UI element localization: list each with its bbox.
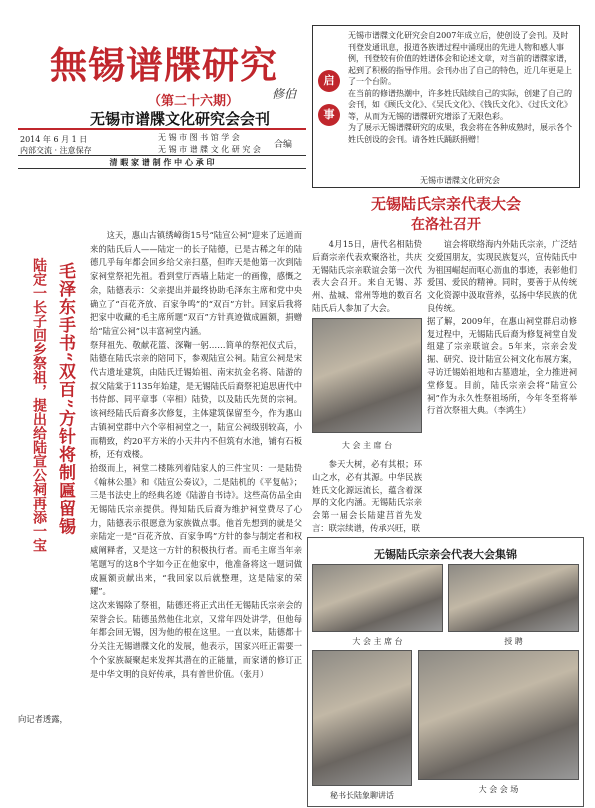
main-article-col1b: 参天大树，必有其根；环山之水，必有其源。中华民族姓氏文化源远流长，蕴含着深厚的文化内涵。无锡陆氏宗亲会第一届会长陆建莒首先发言：联宗续谱，传承兴旺，联 (312, 459, 422, 533)
publication-meta (20, 134, 92, 156)
masthead-signature: 修伯 (272, 87, 297, 101)
sponsor-2: 无 锡 市 谱 牒 文 化 研 究 会 (158, 145, 261, 154)
gallery-photo-4 (418, 650, 579, 780)
notice-badge-2: 事 (318, 104, 340, 126)
sponsor-1: 无 锡 市 图 书 馆 学 会 (158, 133, 240, 142)
publication-note: 内部交流 · 注意保存 (20, 146, 92, 155)
notice-badge-1: 启 (318, 70, 340, 92)
gallery-caption-2: 授 聘 (504, 637, 523, 646)
gallery-title: 无锡陆氏宗亲会代表大会集锦 (374, 548, 517, 561)
gallery-photo-2 (448, 564, 579, 632)
issue-number: （第二十六期） (148, 94, 240, 109)
left-article-title: 毛泽东手书“双百”方针将制匾留锡 (55, 262, 75, 536)
main-photo (312, 318, 422, 433)
masthead-divider (18, 128, 306, 130)
gallery-photo-1 (312, 564, 443, 632)
sponsors (158, 132, 261, 156)
gallery-caption-4: 大 会 会 场 (478, 785, 519, 794)
masthead-title: 無锡谱牒研究 (50, 43, 278, 87)
main-headline-line1: 无锡陆氏宗亲代表大会 (370, 195, 521, 213)
printer-line: 清 暇 家 谱 制 作 中 心 承 印 (18, 155, 306, 169)
main-headline-line2: 在洛社召开 (411, 217, 481, 233)
main-photo-caption: 大 会 主 席 台 (341, 441, 393, 450)
left-article-body: 这天，惠山古镇绣嶂街15号“陆宣公祠”迎来了远道而来的陆氏后人——陆定一的长子陆德，已是古稀之年的陆德几乎每年都会回乡给父亲扫墓，但昨天是他第一次到陆家祠堂祭祀先祖。看到堂厅西墙上陆定一的画像，感慨之余，陆德表示：父亲提出并最终协助毛泽东主席和党中央确立了“百花齐放、百家争鸣”的“双百”方针。回家后我将把家中收藏的毛主席所题“双百”方针真迹做成匾额，捐赠给“陆宣公祠”以丰富祠堂内涵。 祭拜祖先、敬献花篮、深鞠一躬……简单的祭祀仪式后，陆德在陆氏宗亲的陪同下，参观陆宣公祠。陆宣公祠是宋代古遗址建筑，由陆氏迁锡始祖、南宋抗金名将、陆游的叔父陆棠于1135年始建，是无锡陆氏后裔祭祀追思唐代中书侍郎、同平章事（宰相）陆贽，以及陆氏先贤的宗祠。该祠经陆氏后裔多次修复，主体建筑保留至今，作为惠山古镇祠堂群中六个宰相祠堂之一，陆宣公祠级别较高，小而精致，约20平方米的小天井内不但筑有水池，铺有石板桥，还有戏楼。 拾级而上，祠堂二楼陈列着陆家人的三件宝贝：一是陆贽《翰林公墨》和《陆宣公奏议》，二是陆机的《平复帖》；三是书法史上的经典名迹《陆游自书诗》。这些高仿品全由无锡陆氏宗亲提供。得知陆氏后裔为维护祠堂费尽了心力，陆德表示很愿意为家族做点事。他首先想到的就是父亲陆定一是“百花齐放、百家争鸣”方针的参与制定者和权威阐释者，又是这一方针的积极执行者。而毛主席当年亲笔题写的这8个字如今正在他家中，他准备将这一题词做成匾额贡献出来，“我回家以后就整理，这是陆家的荣耀”。 这次来锡除了祭祖，陆德还将正式出任无锡陆氏宗亲会的荣誉会长。陆德虽然他住北京，又常年四处讲学，但他每年都会回无锡，因为他的根在这里。一直以来，陆德都十分关注无锡谱牒文化的发展，他表示，国家兴旺正需要一个个家族凝聚起来发挥其潜在的正能量，而家谱的修订正是中华文明的良好传承，具有普世价值。（张月） (90, 230, 302, 679)
publication-date: 2014 年 6 月 1 日 (20, 135, 88, 144)
main-headline (312, 193, 580, 233)
left-article-tail: 向记者透露， (18, 714, 68, 724)
main-article-col1: 4月15日，唐代名相陆贽后裔宗亲代表欢聚洛社，共庆无锡陆氏宗亲联谊会第一次代表大会召开。来自无锡、苏州、盐城、常州等地的数百名陆氏后人参加了大会。 (312, 239, 422, 313)
gallery-photo-3 (312, 650, 412, 786)
sponsor-suffix: 合编 (274, 140, 293, 150)
left-article-subtitle: 陆定一长子回乡祭祖，提出给陆宣公祠再添一宝 (31, 258, 47, 552)
gallery-caption-3: 秘书长陆象聊讲话 (330, 791, 394, 800)
journal-subtitle: 无锡市谱牒文化研究会会刊 (90, 110, 271, 128)
notice-text: 无锡市谱牒文化研究会自2007年成立后，使创设了会刊。及时刊登发通讯息，报道各族谱过程中涌现出的先进人物和感人事例，刊登较有价值的姓谱体会和论述文章，对当前的谱牒家谱，起到了积极的指导作用。会刊办出了自己的特色，近几年更是上了一个台阶。 在当前的修谱热潮中，许多姓氏陆续自己的实际，创建了自己的会刊，如《顾氏文化》、《吴氏文化》、《钱氏文化》、《过氏文化》等，从而为无锡的谱牒研究增添了无限色彩。 为了展示无锡谱牒研究的成果，我会将在各种成熟时，展示各个姓氏创设的会刊。请各姓氏踊跃捐赠！ (348, 31, 572, 144)
main-article-col2: 谊会将联络海内外陆氏宗亲，广泛结交爱国朋友，实现民族复兴，宣传陆氏中为祖国崛起而呕心沥血的事迹，表彰他们爱国、爱民的精神。同时，要善于从传统文化资源中汲取营养，弘扬中华民族的优良传统。 据了解，2009年，在惠山祠堂群启动修复过程中，无锡陆氏后裔为修复祠堂自发组建了宗亲联谊会。5年来，宗亲会发掘、研究、设计陆宣公祠文化布展方案，寻访迁锡始祖地和古墓遗址，全力推进祠堂修复。目前，陆氏宗亲会将“陆宣公祠”作为永久性祭祖场所，今年冬至将举行首次祭祖大典。（李鸿生） (427, 239, 577, 416)
gallery-caption-1: 大 会 主 席 台 (352, 637, 403, 646)
notice-footer: 无锡市谱牒文化研究会 (420, 176, 500, 185)
